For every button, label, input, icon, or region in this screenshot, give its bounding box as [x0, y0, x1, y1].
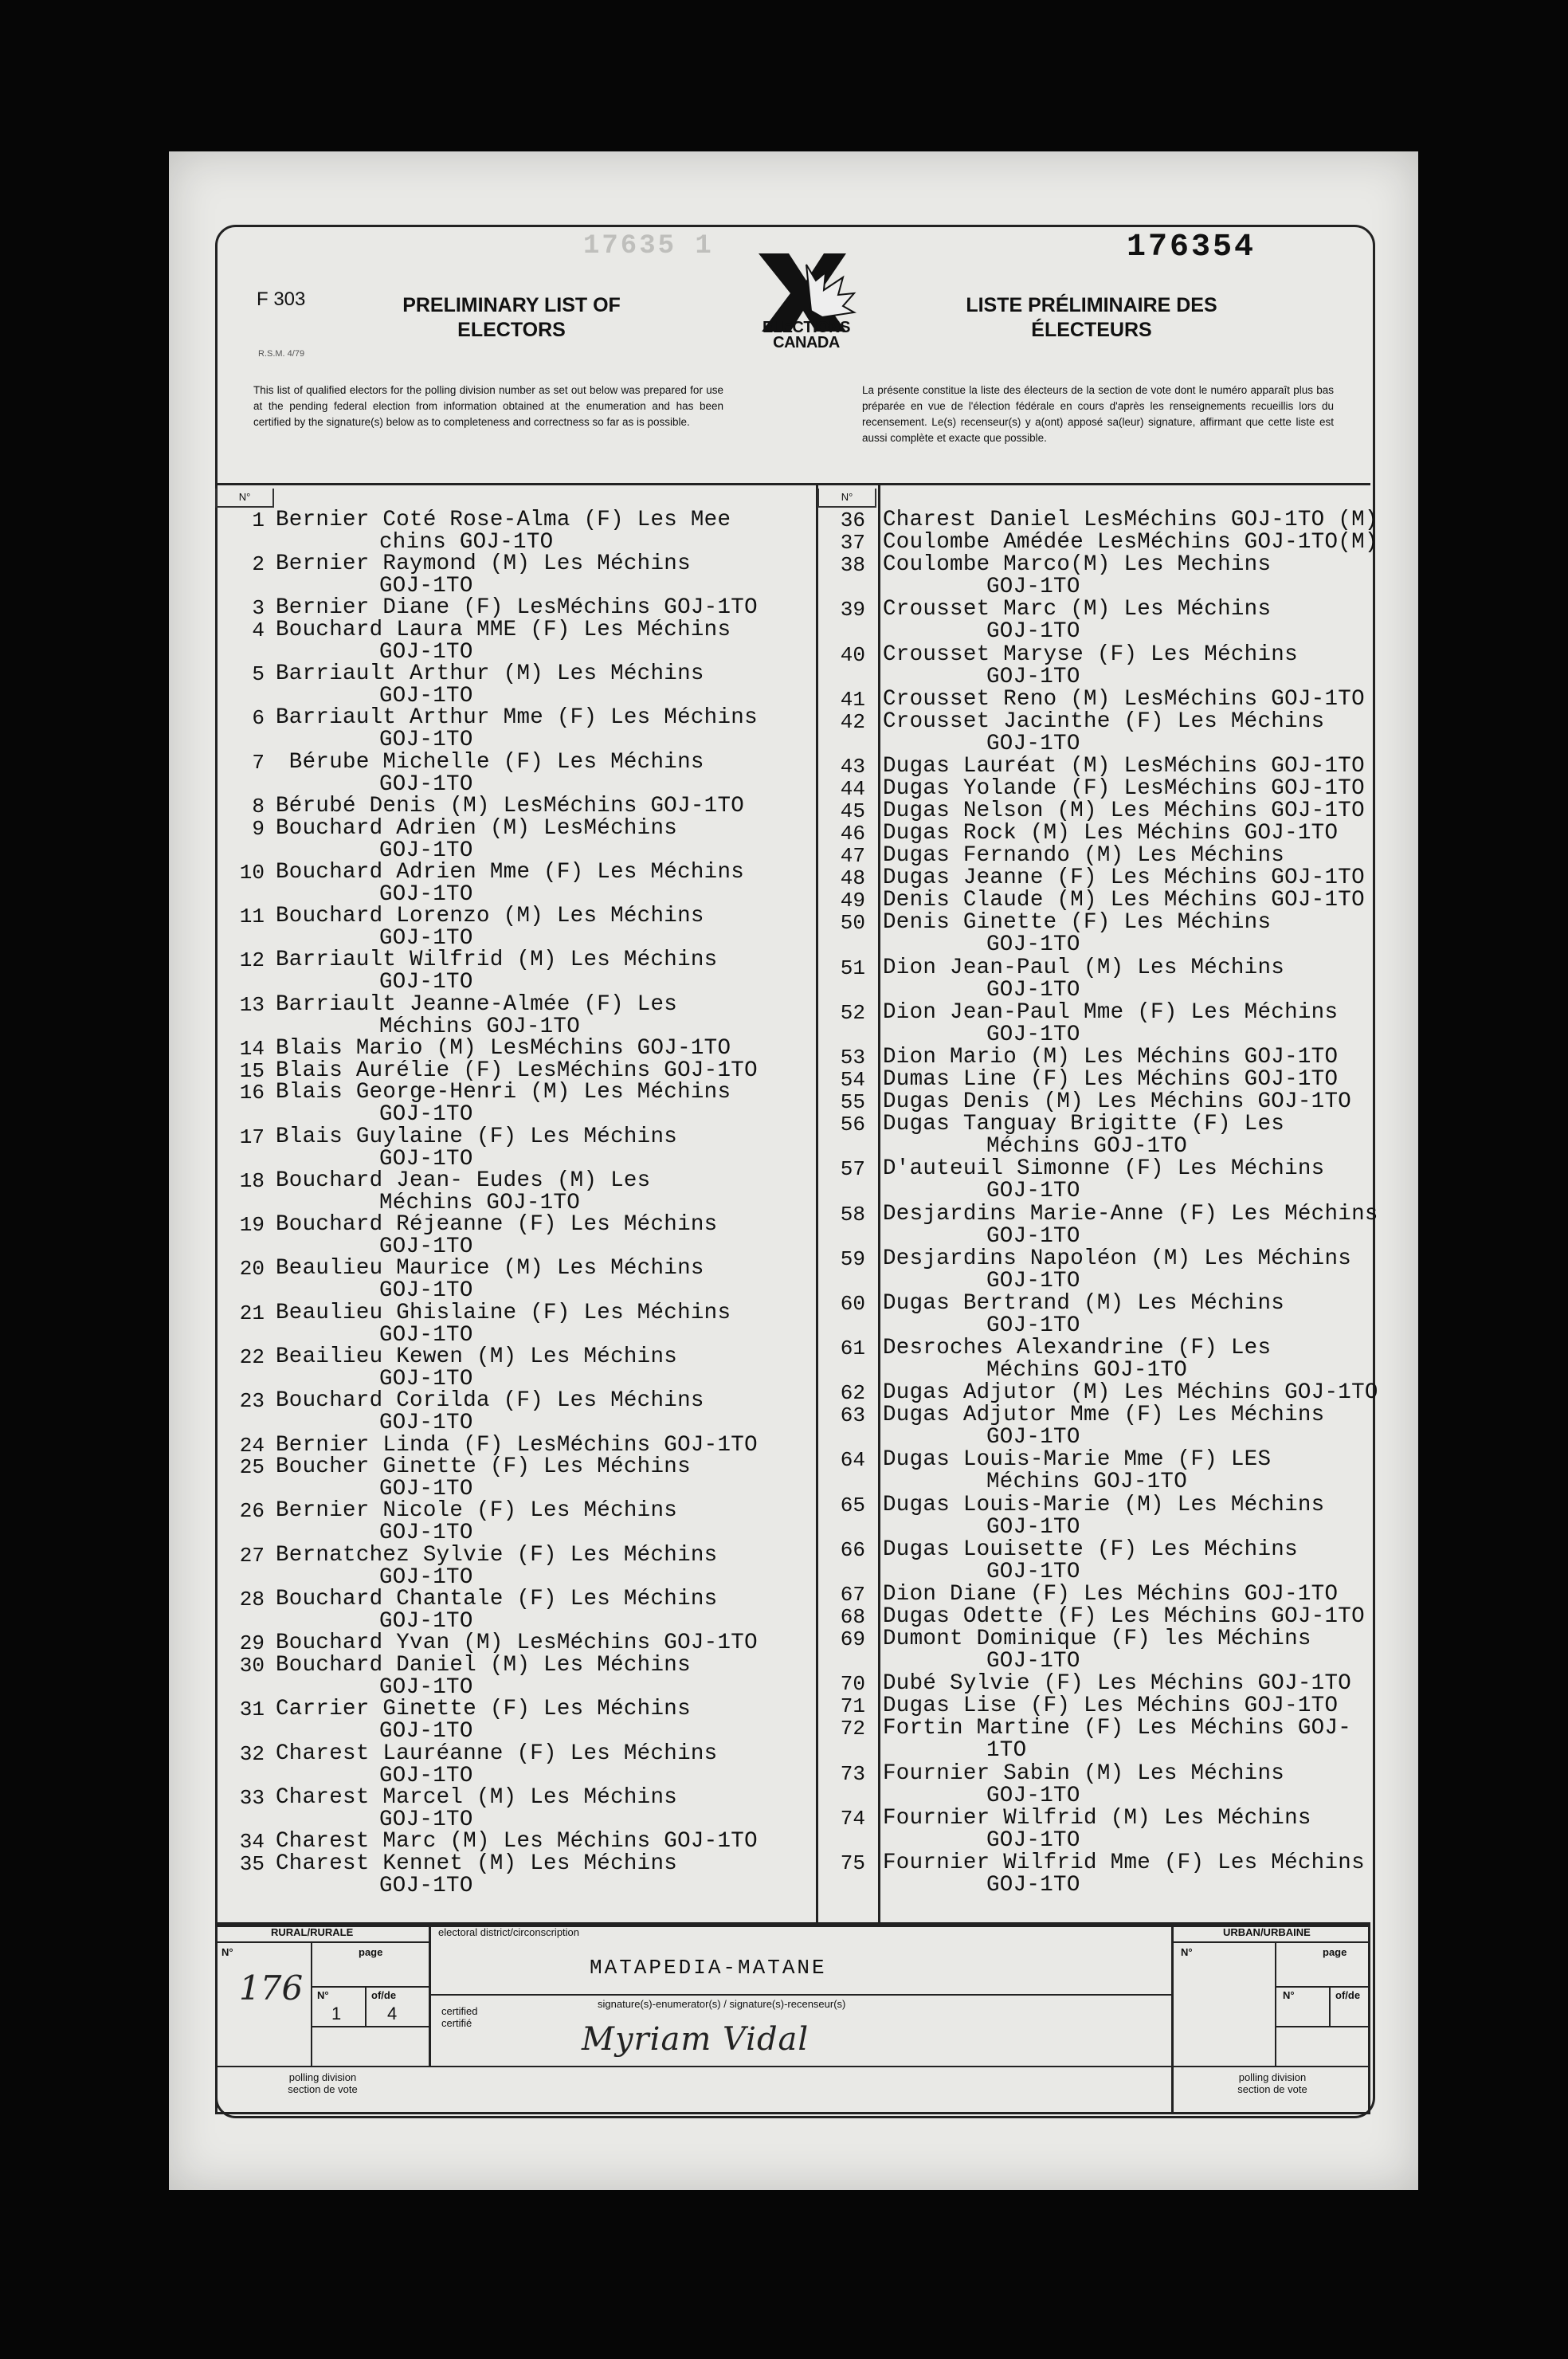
elector-number: 53 — [840, 1046, 865, 1070]
elector-number: 58 — [840, 1203, 865, 1227]
elector-address-line: GOJ-1TO — [379, 1102, 473, 1127]
elector-number: 41 — [840, 688, 865, 712]
elector-number: 22 — [239, 1345, 265, 1369]
elector-number: 48 — [840, 866, 865, 890]
elector-number: 45 — [840, 799, 865, 823]
elector-number: 35 — [239, 1852, 265, 1876]
rural-page-no-label: N° — [317, 1989, 329, 2001]
elector-name-line: Dubé Sylvie (F) Les Méchins GOJ-1TO — [883, 1671, 1352, 1696]
elector-name-line: Dugas Odette (F) Les Méchins GOJ-1TO — [883, 1604, 1365, 1629]
footer-rule — [429, 1994, 1171, 1996]
urban-page-label: page — [1323, 1946, 1347, 1958]
elector-name-line: Charest Daniel LesMéchins GOJ-1TO (M) — [883, 508, 1378, 532]
elector-address-line: GOJ-1TO — [986, 1022, 1080, 1047]
elector-number: 30 — [239, 1654, 265, 1678]
elector-number: 19 — [239, 1213, 265, 1237]
elector-name-line: Bernier Raymond (M) Les Méchins — [276, 551, 691, 576]
elector-name-line: Dion Jean-Paul (M) Les Méchins — [883, 956, 1285, 980]
elector-address-line: GOJ-1TO — [379, 1477, 473, 1501]
elector-address-line: GOJ-1TO — [379, 1764, 473, 1788]
elector-name-line: Dugas Adjutor Mme (F) Les Méchins — [883, 1403, 1325, 1427]
serial-number: 176354 — [1127, 230, 1256, 265]
elector-address-line: GOJ-1TO — [379, 1609, 473, 1634]
elector-address-line: GOJ-1TO — [986, 619, 1080, 644]
elector-address-line: GOJ-1TO — [379, 926, 473, 951]
polling-division-number: 176 — [239, 1968, 304, 2008]
elector-number: 17 — [239, 1125, 265, 1149]
elector-number: 66 — [840, 1538, 865, 1562]
elector-name-line: Dugas Fernando (M) Les Méchins — [883, 843, 1285, 868]
elector-name-line: Dugas Tanguay Brigitte (F) Les — [883, 1112, 1285, 1136]
elector-address-line: GOJ-1TO — [986, 1649, 1080, 1674]
elector-number: 52 — [840, 1001, 865, 1025]
elector-number: 34 — [239, 1830, 265, 1854]
elector-name-line: Crousset Maryse (F) Les Méchins — [883, 642, 1298, 667]
column-divider-left — [816, 485, 818, 1925]
intro-french: La présente constitue la liste des électeurs de la section de vote dont le numéro apparaît plus bas préparée en vue de l'élection fédérale en cours d'après les renseignements recueillis lors du recensement. Le(s) recenseur(s) y a(ont) apposé sa(leur) signature, affirmant que cette liste est aussi complète et exacte que possible. — [862, 384, 1334, 444]
elector-number: 61 — [840, 1337, 865, 1360]
elector-address-line: GOJ-1TO — [379, 1675, 473, 1700]
elector-name-line: Charest Marc (M) Les Méchins GOJ-1TO — [276, 1829, 758, 1854]
elector-name-line: Coulombe Amédée LesMéchins GOJ-1TO(M) — [883, 530, 1378, 555]
title-english: PRELIMINARY LIST OF ELECTORS — [402, 294, 621, 341]
elector-name-line: Dugas Lise (F) Les Méchins GOJ-1TO — [883, 1694, 1339, 1718]
elector-number: 26 — [239, 1499, 265, 1523]
elector-address-line: GOJ-1TO — [986, 932, 1080, 957]
urban-of-label: of/de — [1335, 1989, 1361, 2001]
footer-left-rule — [215, 1922, 218, 2114]
elector-name-line: Blais George-Henri (M) Les Méchins — [276, 1080, 731, 1105]
elector-address-line: GOJ-1TO — [379, 1411, 473, 1435]
elector-address-line: GOJ-1TO — [986, 1179, 1080, 1203]
elector-address-line: GOJ-1TO — [379, 882, 473, 907]
elector-name-line: Bouchard Corilda (F) Les Méchins — [276, 1388, 704, 1413]
elector-address-line: GOJ-1TO — [379, 684, 473, 708]
elector-name-line: Desjardins Marie-Anne (F) Les Méchins — [883, 1202, 1378, 1227]
elector-name-line: Barriault Wilfrid (M) Les Méchins — [276, 948, 718, 972]
logo-line-2: CANADA — [773, 334, 840, 351]
elector-number: 43 — [840, 755, 865, 779]
elector-name-line: Bernier Coté Rose-Alma (F) Les Mee — [276, 508, 731, 532]
footer-bottom-rule — [215, 2112, 1370, 2114]
elector-address-line: GOJ-1TO — [379, 838, 473, 863]
elector-name-line: Fortin Martine (F) Les Méchins GOJ- — [883, 1716, 1352, 1741]
elector-number: 39 — [840, 598, 865, 622]
elector-number: 57 — [840, 1157, 865, 1181]
elector-number: 28 — [239, 1588, 265, 1611]
elector-number: 50 — [840, 911, 865, 935]
elector-address-line: GOJ-1TO — [379, 970, 473, 995]
elector-number: 67 — [840, 1583, 865, 1607]
elector-number: 5 — [252, 662, 265, 686]
elector-number: 47 — [840, 844, 865, 868]
elector-name-line: Dugas Bertrand (M) Les Méchins — [883, 1291, 1285, 1316]
elector-number: 3 — [252, 596, 265, 620]
elector-number: 36 — [840, 508, 865, 532]
elector-address-line: GOJ-1TO — [986, 1515, 1080, 1540]
elector-number: 42 — [840, 710, 865, 734]
elector-name-line: Dugas Louis-Marie Mme (F) LES — [883, 1447, 1272, 1472]
elector-number: 56 — [840, 1113, 865, 1136]
footer-top-rule — [215, 1922, 1370, 1925]
elector-name-line: Blais Guylaine (F) Les Méchins — [276, 1125, 678, 1149]
elector-address-line: 1TO — [986, 1738, 1027, 1763]
elector-number: 65 — [840, 1494, 865, 1517]
elector-address-line: GOJ-1TO — [986, 1873, 1080, 1898]
elector-name-line: Charest Kennet (M) Les Méchins — [276, 1851, 678, 1876]
elector-name-line: Dugas Denis (M) Les Méchins GOJ-1TO — [883, 1089, 1352, 1114]
elector-name-line: Crousset Marc (M) Les Méchins — [883, 597, 1272, 622]
elector-address-line: GOJ-1TO — [379, 1808, 473, 1832]
elector-name-line: Bernier Diane (F) LesMéchins GOJ-1TO — [276, 595, 758, 620]
elector-name-line: Dugas Jeanne (F) Les Méchins GOJ-1TO — [883, 865, 1365, 890]
footer-rule — [311, 2026, 429, 2027]
elector-address-line: GOJ-1TO — [379, 574, 473, 599]
elector-name-line: Dugas Lauréat (M) LesMéchins GOJ-1TO — [883, 754, 1365, 779]
elector-name-line: Fournier Wilfrid (M) Les Méchins — [883, 1806, 1311, 1831]
elector-name-line: Bouchard Laura MME (F) Les Méchins — [276, 618, 731, 642]
elector-number: 73 — [840, 1762, 865, 1786]
footer-rule — [1275, 1986, 1370, 1988]
elector-number: 51 — [840, 956, 865, 980]
rural-of-label: of/de — [371, 1989, 397, 2001]
rural-label: RURAL/RURALE — [271, 1926, 354, 1938]
elector-number: 8 — [252, 795, 265, 818]
footer-rule — [215, 1941, 429, 1943]
footer-rule — [1275, 2026, 1370, 2027]
district-label: electoral district/circonscription — [438, 1926, 580, 1938]
form-number: F 303 — [257, 288, 306, 310]
footer-rule — [1171, 1922, 1174, 2114]
elector-name-line: Bouchard Lorenzo (M) Les Méchins — [276, 904, 704, 928]
elector-number: 44 — [840, 777, 865, 801]
footer-right-rule — [1368, 1922, 1370, 2114]
form-revision: R.S.M. 4/79 — [258, 349, 305, 359]
elector-name-line: Beaulieu Maurice (M) Les Méchins — [276, 1256, 704, 1281]
elector-name-line: Dugas Rock (M) Les Méchins GOJ-1TO — [883, 821, 1339, 846]
elector-name-line: Beailieu Kewen (M) Les Méchins — [276, 1344, 678, 1369]
elector-address-line: GOJ-1TO — [379, 1719, 473, 1744]
number-header-right: N° — [817, 489, 876, 508]
elector-number: 25 — [239, 1455, 265, 1479]
elector-name-line: Dugas Yolande (F) LesMéchins GOJ-1TO — [883, 776, 1365, 801]
elector-number: 60 — [840, 1292, 865, 1316]
rural-page-label: page — [359, 1946, 383, 1958]
elector-address-line: GOJ-1TO — [986, 1224, 1080, 1249]
elector-address-line: Méchins GOJ-1TO — [986, 1134, 1188, 1159]
urban-label: URBAN/URBAINE — [1223, 1926, 1311, 1938]
footer-rule — [365, 1986, 367, 2026]
elector-name-line: Dumont Dominique (F) les Méchins — [883, 1627, 1311, 1651]
elector-name-line: Denis Claude (M) Les Méchins GOJ-1TO — [883, 888, 1365, 913]
elector-name-line: Denis Ginette (F) Les Méchins — [883, 910, 1272, 935]
footer-rule — [311, 1986, 429, 1988]
elector-number: 31 — [239, 1698, 265, 1721]
elector-name-line: Dugas Louisette (F) Les Méchins — [883, 1537, 1298, 1562]
elector-name-line: Barriault Arthur Mme (F) Les Méchins — [276, 705, 758, 730]
title-french: LISTE PRÉLIMINAIRE DES ÉLECTEURS — [966, 294, 1217, 341]
elector-name-line: Dion Jean-Paul Mme (F) Les Méchins — [883, 1000, 1339, 1025]
elector-name-line: Bouchard Chantale (F) Les Méchins — [276, 1587, 718, 1611]
elector-number: 20 — [239, 1257, 265, 1281]
elector-number: 9 — [252, 817, 265, 841]
column-divider-right — [878, 485, 880, 1925]
elector-number: 59 — [840, 1247, 865, 1271]
rural-no-label: N° — [221, 1946, 233, 1958]
elector-name-line: Dugas Louis-Marie (M) Les Méchins — [883, 1493, 1325, 1517]
elector-address-line: GOJ-1TO — [986, 978, 1080, 1003]
elector-number: 21 — [239, 1301, 265, 1325]
elector-number: 27 — [239, 1544, 265, 1568]
elector-name-line: Bouchard Yvan (M) LesMéchins GOJ-1TO — [276, 1631, 758, 1655]
elector-number: 38 — [840, 553, 865, 577]
footer-rule — [311, 1941, 312, 2066]
elector-name-line: Blais Aurélie (F) LesMéchins GOJ-1TO — [276, 1058, 758, 1083]
elector-number: 71 — [840, 1694, 865, 1718]
elector-name-line: Desroches Alexandrine (F) Les — [883, 1336, 1272, 1360]
elector-name-line: Dugas Nelson (M) Les Méchins GOJ-1TO — [883, 799, 1365, 823]
logo-wordmark — [736, 320, 876, 351]
elector-name-line: Bérubé Denis (M) LesMéchins GOJ-1TO — [276, 794, 745, 818]
elector-name-line: Dugas Adjutor (M) Les Méchins GOJ-1TO — [883, 1380, 1378, 1405]
elector-name-line: D'auteuil Simonne (F) Les Méchins — [883, 1156, 1325, 1181]
elector-name-line: Coulombe Marco(M) Les Mechins — [883, 552, 1272, 577]
elector-number: 23 — [239, 1389, 265, 1413]
elector-name-line: Bouchard Jean- Eudes (M) Les — [276, 1168, 651, 1193]
document-sheet — [169, 151, 1418, 2190]
elector-address-line: GOJ-1TO — [986, 1425, 1080, 1450]
elector-address-line: GOJ-1TO — [986, 1269, 1080, 1293]
elector-address-line: GOJ-1TO — [379, 1323, 473, 1348]
elector-name-line: Dion Diane (F) Les Méchins GOJ-1TO — [883, 1582, 1339, 1607]
elector-number: 49 — [840, 889, 865, 913]
elector-address-line: GOJ-1TO — [986, 1313, 1080, 1338]
elector-number: 32 — [239, 1742, 265, 1766]
elector-address-line: GOJ-1TO — [986, 1560, 1080, 1584]
elector-address-line: GOJ-1TO — [379, 1521, 473, 1545]
urban-no-label: N° — [1181, 1946, 1193, 1958]
elector-address-line: GOJ-1TO — [379, 1234, 473, 1259]
elector-number: 46 — [840, 822, 865, 846]
elector-number: 29 — [239, 1631, 265, 1655]
elector-number: 4 — [252, 618, 265, 642]
elector-address-line: GOJ-1TO — [379, 772, 473, 797]
elector-address-line: GOJ-1TO — [379, 1278, 473, 1303]
elector-number: 15 — [239, 1059, 265, 1083]
elector-number: 10 — [239, 861, 265, 885]
elector-name-line: Bouchard Réjeanne (F) Les Méchins — [276, 1212, 718, 1237]
certified-label: certified certifié — [441, 2005, 478, 2029]
elector-number: 11 — [239, 905, 265, 928]
elector-number: 70 — [840, 1672, 865, 1696]
elector-address-line: Méchins GOJ-1TO — [379, 1191, 581, 1215]
urban-page-no-label: N° — [1283, 1989, 1295, 2001]
footer-rule — [215, 2066, 1370, 2067]
elector-address-line: GOJ-1TO — [986, 1784, 1080, 1808]
elector-name-line: Barriault Jeanne-Almée (F) Les — [276, 992, 678, 1017]
elector-name-line: Crousset Jacinthe (F) Les Méchins — [883, 709, 1325, 734]
elector-name-line: Dumas Line (F) Les Méchins GOJ-1TO — [883, 1067, 1339, 1092]
elector-number: 24 — [239, 1434, 265, 1458]
elector-address-line: GOJ-1TO — [379, 640, 473, 665]
district-value: MATAPEDIA-MATANE — [590, 1956, 827, 1980]
elector-name-line: Boucher Ginette (F) Les Méchins — [276, 1454, 691, 1479]
elector-address-line: GOJ-1TO — [986, 575, 1080, 599]
elector-number: 72 — [840, 1717, 865, 1741]
elector-number: 13 — [239, 993, 265, 1017]
elector-name-line: Barriault Arthur (M) Les Méchins — [276, 661, 704, 686]
elector-table — [215, 483, 1378, 1927]
elector-address-line: GOJ-1TO — [379, 1367, 473, 1391]
elector-number: 54 — [840, 1068, 865, 1092]
elector-address-line: GOJ-1TO — [986, 1828, 1080, 1853]
elector-number: 69 — [840, 1627, 865, 1651]
elector-name-line: Bouchard Daniel (M) Les Méchins — [276, 1653, 691, 1678]
elector-number: 7 — [252, 751, 265, 775]
polling-division-label-right: polling division section de vote — [1237, 2071, 1307, 2095]
elector-number: 68 — [840, 1605, 865, 1629]
intro-english: This list of qualified electors for the polling division number as set out below was prepared for use at the pending federal election from information obtained at the enumeration and has been certified by the signature(s) below as to completeness and correctness so far as is possible. — [253, 384, 723, 428]
elector-number: 75 — [840, 1851, 865, 1875]
elector-number: 55 — [840, 1090, 865, 1114]
elector-number: 40 — [840, 643, 865, 667]
elector-number: 62 — [840, 1381, 865, 1405]
elector-name-line: Bouchard Adrien Mme (F) Les Méchins — [276, 860, 745, 885]
elector-name-line: Fournier Sabin (M) Les Méchins — [883, 1761, 1285, 1786]
elector-number: 12 — [239, 948, 265, 972]
elector-number: 16 — [239, 1081, 265, 1105]
enumerator-signature: Myriam Vidal — [582, 2021, 809, 2058]
logo-line-1: ELECTIONS — [762, 319, 850, 336]
elector-name-line: Bérube Michelle (F) Les Méchins — [276, 750, 704, 775]
page-total: 4 — [387, 2004, 398, 2023]
signature-label: signature(s)-enumerator(s) / signature(s)-recenseur(s) — [598, 1998, 846, 2010]
elector-name-line: Dion Mario (M) Les Méchins GOJ-1TO — [883, 1045, 1339, 1070]
elector-address-line: Méchins GOJ-1TO — [986, 1470, 1188, 1494]
page-number: 1 — [331, 2004, 342, 2023]
elector-number: 6 — [252, 706, 265, 730]
elector-number: 18 — [239, 1169, 265, 1193]
elector-number: 33 — [239, 1786, 265, 1810]
polling-division-label-left: polling division section de vote — [288, 2071, 358, 2095]
elector-name-line: Charest Lauréanne (F) Les Méchins — [276, 1741, 718, 1766]
elector-name-line: Bernier Linda (F) LesMéchins GOJ-1TO — [276, 1433, 758, 1458]
elector-address-line: GOJ-1TO — [986, 732, 1080, 756]
elector-address-line: GOJ-1TO — [379, 1147, 473, 1172]
elector-address-line: Méchins GOJ-1TO — [379, 1015, 581, 1039]
elector-number: 2 — [252, 552, 265, 576]
elector-number: 64 — [840, 1448, 865, 1472]
footer-rule — [1329, 1986, 1331, 2026]
elector-name-line: Bernatchez Sylvie (F) Les Méchins — [276, 1543, 718, 1568]
elector-address-line: GOJ-1TO — [379, 1874, 473, 1898]
elector-address-line: GOJ-1TO — [986, 665, 1080, 689]
footer-rule — [1171, 1941, 1370, 1943]
faint-stamp: 17635 1 — [583, 231, 714, 261]
elector-number: 1 — [252, 508, 265, 532]
elector-name-line: Beaulieu Ghislaine (F) Les Méchins — [276, 1301, 731, 1325]
elector-number: 14 — [239, 1037, 265, 1061]
elector-name-line: Desjardins Napoléon (M) Les Méchins — [883, 1246, 1352, 1271]
elector-name-line: Charest Marcel (M) Les Méchins — [276, 1785, 678, 1810]
footer-block — [215, 1922, 1370, 2114]
elector-name-line: Carrier Ginette (F) Les Méchins — [276, 1697, 691, 1721]
elector-name-line: Blais Mario (M) LesMéchins GOJ-1TO — [276, 1036, 731, 1061]
footer-rule — [1275, 1941, 1276, 2066]
elector-address-line: GOJ-1TO — [379, 728, 473, 752]
elector-number: 74 — [840, 1807, 865, 1831]
elector-address-line: Méchins GOJ-1TO — [986, 1358, 1188, 1383]
elector-name-line: Crousset Reno (M) LesMéchins GOJ-1TO — [883, 687, 1365, 712]
elector-number: 37 — [840, 531, 865, 555]
elector-number: 63 — [840, 1403, 865, 1427]
elector-address-line: GOJ-1TO — [379, 1565, 473, 1590]
elector-address-line: chins GOJ-1TO — [379, 530, 554, 555]
elector-name-line: Bouchard Adrien (M) LesMéchins — [276, 816, 678, 841]
elector-name-line: Bernier Nicole (F) Les Méchins — [276, 1498, 678, 1523]
elector-name-line: Fournier Wilfrid Mme (F) Les Méchins — [883, 1851, 1365, 1875]
number-header-left: N° — [215, 489, 274, 508]
